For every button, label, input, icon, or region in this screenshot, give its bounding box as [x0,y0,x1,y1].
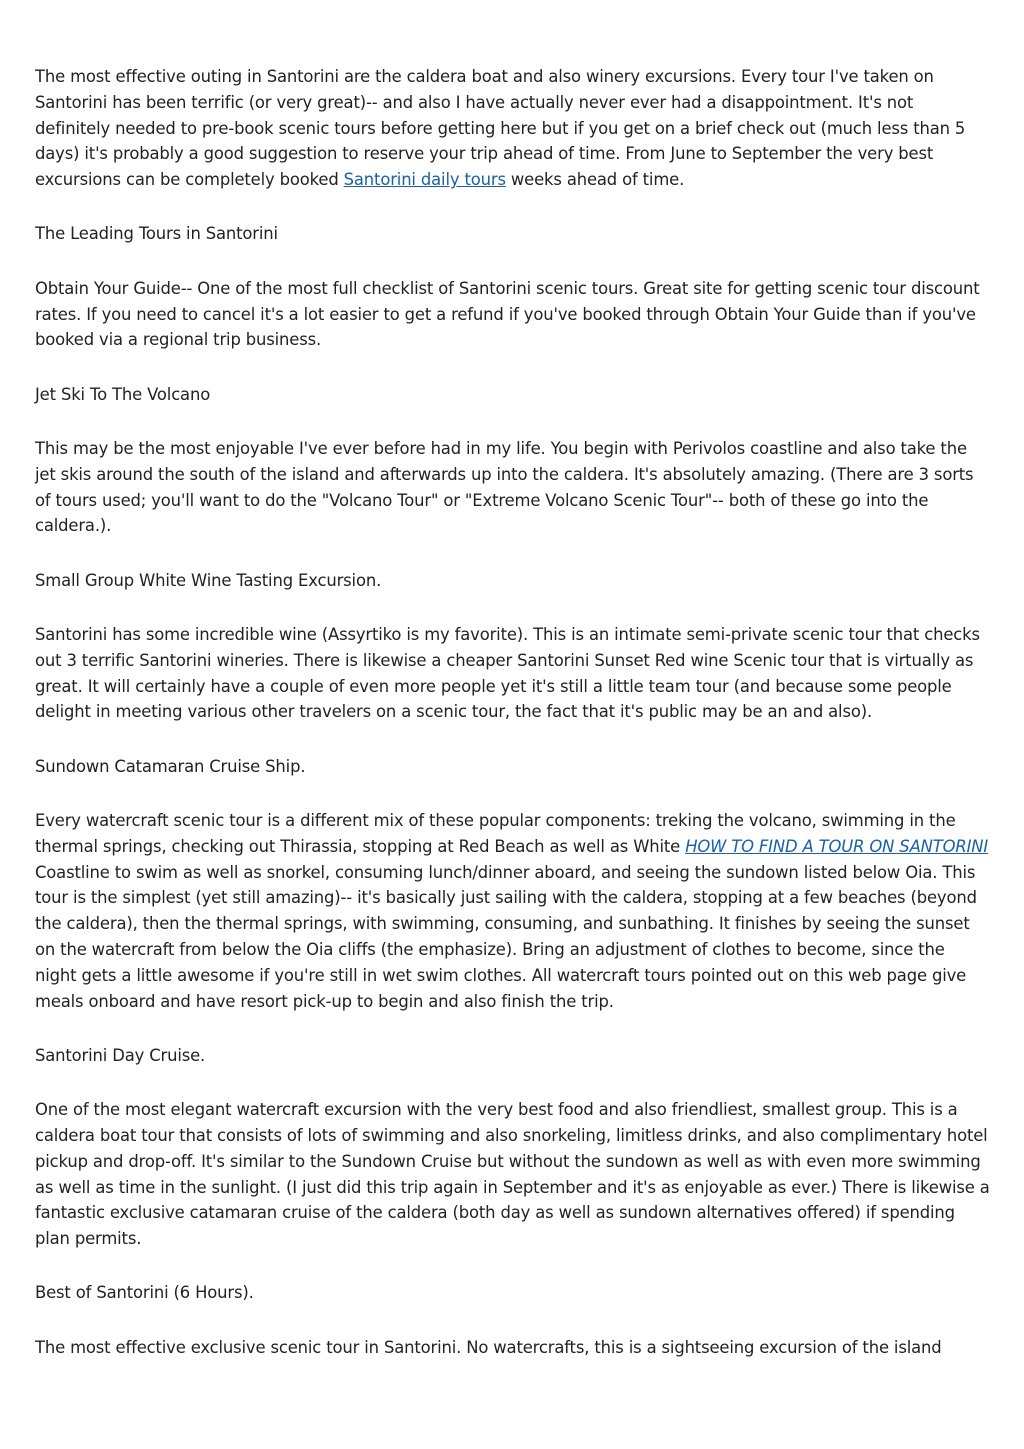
heading-wine-tasting: Small Group White Wine Tasting Excursion. [35,570,382,590]
obtain-your-guide-paragraph: Obtain Your Guide-- One of the most full checklist of Santorini scenic tours. Great site for getting scenic tour discount rates. If you need to cancel it's a lot easier to get a refund if you've booked through Obtain Your Guide than if you've booked via a regional trip business. [35,278,980,350]
catamaran-text-end: Coastline to swim as well as snorkel, consuming lunch/dinner aboard, and seeing the sundown listed below Oia. This tour is the simplest (yet still amazing)-- it's basically just sailing with the caldera, stopping at a few beaches (beyond the caldera), then the thermal springs, with swimming, consuming, and sunbathing. It finishes by seeing the sunset on the watercraft from below the Oia cliffs (the emphasize). Bring an adjustment of clothes to become, since the night gets a little awesome if you're still in wet swim clothes. All watercraft tours pointed out on this web page give meals onboard and have resort pick-up to begin and also finish the trip. [35,862,977,1011]
intro-text-end: weeks ahead of time. [505,170,685,190]
heading-best-of-santorini: Best of Santorini (6 Hours). [35,1283,254,1303]
best-of-santorini-paragraph: The most effective exclusive scenic tour in Santorini. No watercrafts, this is a sightseeing excursion of the island [35,1337,942,1357]
wine-tasting-paragraph: Santorini has some incredible wine (Assyrtiko is my favorite). This is an intimate semi-private scenic tour that checks out 3 terrific Santorini wineries. There is likewise a cheaper Santorini Sunset Red wine Scenic tour that is virtually as great. It will certainly have a couple of even more people yet it's still a little team tour (and because some people delight in meeting various other travelers on a scenic tour, the fact that it's public may be an and also). [35,624,980,722]
day-cruise-paragraph: One of the most elegant watercraft excursion with the very best food and also friendliest, smallest group. This is a caldera boat tour that consists of lots of swimming and also snorkeling, limitless drinks, and also complimentary hotel pickup and drop-off. It's similar to the Sundown Cruise but without the sundown as well as with even more swimming as well as time in the sunlight. (I just did this trip again in September and it's as enjoyable as ever.) There is likewise a fantastic exclusive catamaran cruise of the caldera (both day as well as sundown alternatives offered) if spending plan permits. [35,1100,990,1249]
heading-sundown-catamaran: Sundown Catamaran Cruise Ship. [35,756,306,776]
jet-ski-paragraph: This may be the most enjoyable I've ever before had in my life. You begin with Perivolos coastline and also take the jet skis around the south of the island and afterwards up into the caldera. It's absolutely amazing. (There are 3 sorts of tours used; you'll want to do the "Volcano Tour" or "Extreme Volcano Scenic Tour"-- both of these go into the caldera.). [35,438,974,536]
heading-leading-tours: The Leading Tours in Santorini [35,224,278,244]
document-body [35,64,991,1389]
sundown-catamaran-paragraph [35,808,991,1014]
heading-day-cruise: Santorini Day Cruise. [35,1045,206,1065]
intro-text: The most effective outing in Santorini are the caldera boat and also winery excursions. Every tour I've taken on Santorini has been terrific (or very great)-- and also I have actually never ever had a disappointment. It's not definitely needed to pre-book scenic tours before getting here but if you get on a brief check out (much less than 5 days) it's probably a good suggestion to reserve your trip ahead of time. From June to September the very best excursions can be completely booked [35,67,966,190]
catamaran-text: Every watercraft scenic tour is a different mix of these popular components: treking the volcano, swimming in the thermal springs, checking out Thirassia, stopping at Red Beach as well as White [35,810,956,856]
santorini-daily-tours-link[interactable]: Santorini daily tours [343,170,506,190]
heading-jet-ski: Jet Ski To The Volcano [35,384,211,404]
intro-paragraph [35,64,991,193]
how-to-find-tour-link[interactable]: HOW TO FIND A TOUR ON SANTORINI [685,836,989,856]
